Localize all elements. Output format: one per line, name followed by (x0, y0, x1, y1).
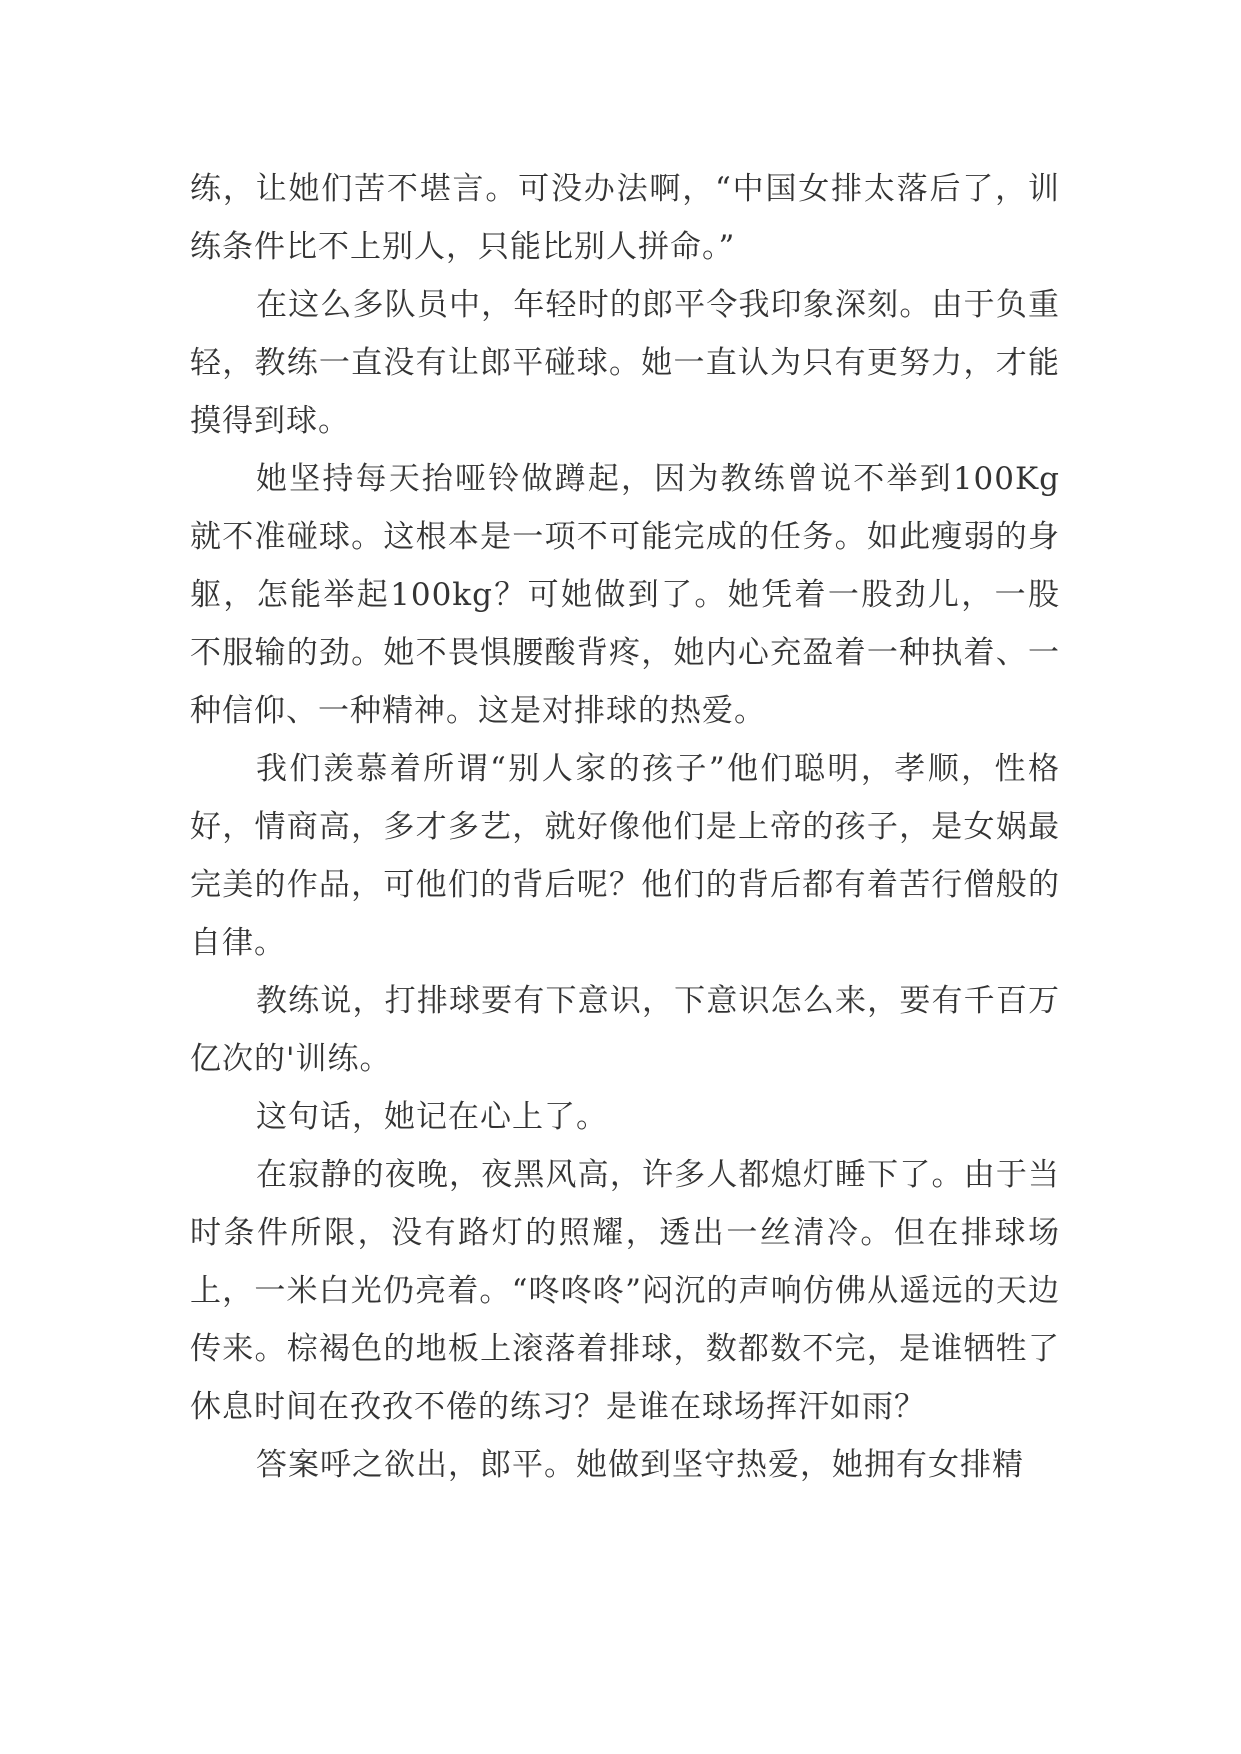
paragraph-2: 在这么多队员中，年轻时的郎平令我印象深刻。由于负重轻，教练一直没有让郎平碰球。她一直认为只有更努力，才能摸得到球。 (190, 287, 1060, 439)
paragraph-4: 我们羡慕着所谓“别人家的孩子”他们聪明，孝顺，性格好，情商高，多才多艺，就好像他们是上帝的孩子，是女娲最完美的作品，可他们的背后呢？他们的背后都有着苦行僧般的自律。 (190, 751, 1060, 961)
paragraph-5: 教练说，打排球要有下意识，下意识怎么来，要有千百万亿次的'训练。 (190, 983, 1060, 1077)
paragraph-3: 她坚持每天抬哑铃做蹲起，因为教练曾说不举到100Kg就不准碰球。这根本是一项不可能完成的任务。如此瘦弱的身躯，怎能举起100kg？可她做到了。她凭着一股劲儿，一股不服输的劲。她不畏惧腰酸背疼，她内心充盈着一种执着、一种信仰、一种精神。这是对排球的热爱。 (190, 461, 1060, 729)
paragraph-8: 答案呼之欲出，郎平。她做到坚守热爱，她拥有女排精 (256, 1447, 1024, 1483)
paragraph-1: 练，让她们苦不堪言。可没办法啊，“中国女排太落后了，训练条件比不上别人，只能比别人拼命。” (190, 171, 1060, 265)
paragraph-6: 这句话，她记在心上了。 (256, 1099, 608, 1135)
body-text (190, 160, 1060, 1494)
paragraph-7: 在寂静的夜晚，夜黑风高，许多人都熄灯睡下了。由于当时条件所限，没有路灯的照耀，透出一丝清冷。但在排球场上，一米白光仍亮着。“咚咚咚”闷沉的声响仿佛从遥远的天边传来。棕褐色的地板上滚落着排球，数都数不完，是谁牺牲了休息时间在孜孜不倦的练习？是谁在球场挥汗如雨？ (190, 1157, 1060, 1425)
